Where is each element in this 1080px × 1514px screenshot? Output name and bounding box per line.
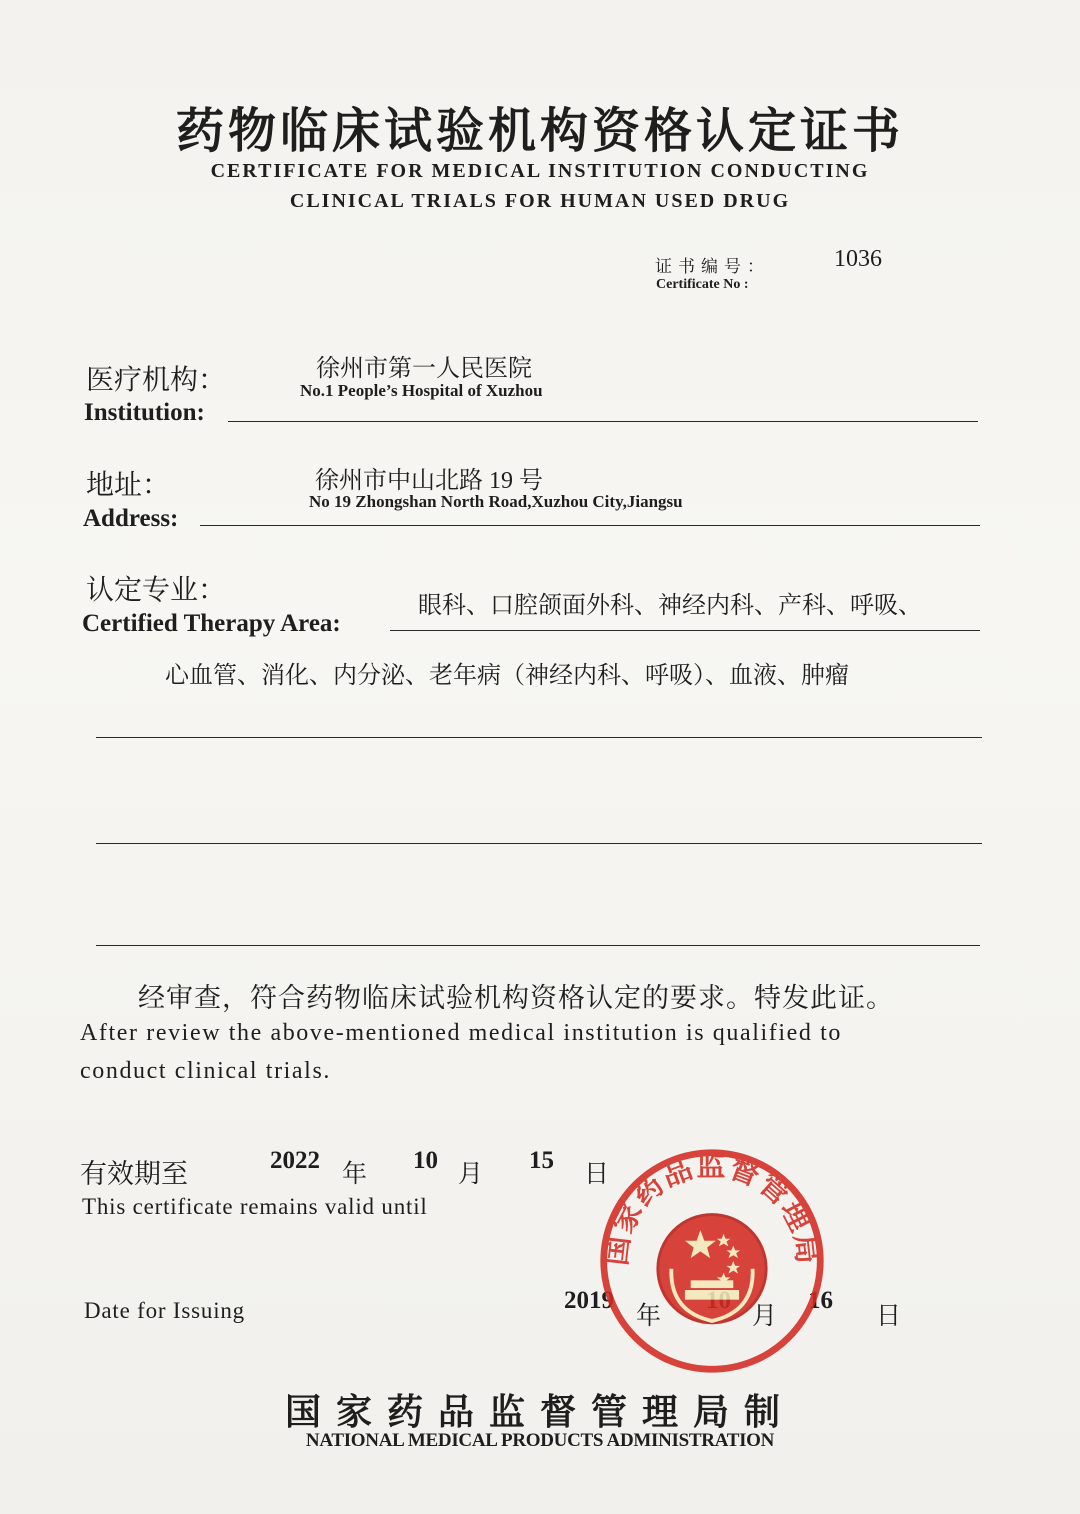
issue-year: 2019	[564, 1287, 614, 1314]
address-label-zh: 地址：	[86, 470, 171, 501]
valid-until-year: 2022	[270, 1147, 320, 1174]
therapy-label-zh: 认定专业：	[86, 575, 227, 606]
therapy-value-line1: 眼科、口腔颌面外科、神经内科、产科、呼吸、	[418, 593, 922, 619]
valid-until-month: 10	[413, 1147, 438, 1174]
review-statement-en-line1: After review the above-mentioned medical institution is qualified to	[80, 1020, 842, 1046]
issue-day: 16	[808, 1287, 833, 1314]
institution-label-zh: 医疗机构：	[86, 365, 227, 396]
valid-until-label-en: This certificate remains valid until	[82, 1194, 428, 1219]
therapy-underline-4	[96, 945, 980, 946]
valid-until-year-unit: 年	[342, 1161, 368, 1188]
address-label-en: Address:	[83, 505, 179, 532]
certificate-title-en-line1: CERTIFICATE FOR MEDICAL INSTITUTION CONDUCTING	[210, 160, 870, 182]
therapy-underline-2	[96, 737, 982, 738]
institution-value-zh: 徐州市第一人民医院	[316, 356, 532, 382]
therapy-label-en: Certified Therapy Area:	[82, 610, 341, 637]
institution-value-en: No.1 People’s Hospital of Xuzhou	[300, 381, 543, 400]
address-underline	[200, 525, 980, 526]
review-statement-en-line2: conduct clinical trials.	[80, 1058, 331, 1084]
institution-underline	[228, 421, 978, 422]
valid-until-day: 15	[529, 1147, 554, 1174]
review-statement-zh: 经审查，符合药物临床试验机构资格认定的要求。特发此证。	[138, 983, 894, 1013]
issue-month-unit: 月	[752, 1303, 778, 1330]
cert-no-label-zh: 证书编号：	[655, 257, 770, 276]
issue-date-label-en: Date for Issuing	[84, 1298, 245, 1323]
valid-until-month-unit: 月	[458, 1161, 484, 1188]
certificate-title-en-line2: CLINICAL TRIALS FOR HUMAN USED DRUG	[289, 190, 791, 212]
cert-no-label-en: Certificate No :	[656, 277, 749, 292]
valid-until-label-zh: 有效期至	[80, 1159, 188, 1189]
national-emblem-icon	[658, 1215, 766, 1323]
issuer-name-zh: 国家药品监督管理局制	[284, 1392, 795, 1432]
address-value-zh: 徐州市中山北路 19 号	[315, 468, 543, 494]
therapy-value-line2: 心血管、消化、内分泌、老年病（神经内科、呼吸）、血液、肿瘤	[165, 663, 849, 689]
issuer-name-en: NATIONAL MEDICAL PRODUCTS ADMINISTRATION	[305, 1430, 775, 1451]
therapy-underline-3	[96, 843, 982, 844]
valid-until-day-unit: 日	[584, 1161, 610, 1188]
institution-label-en: Institution:	[84, 399, 205, 426]
cert-no-value: 1036	[834, 246, 882, 272]
therapy-underline-1	[390, 630, 980, 631]
issue-day-unit: 日	[876, 1303, 902, 1330]
seal-text: 国家药品监督管理局	[598, 1148, 826, 1268]
address-value-en: No 19 Zhongshan North Road,Xuzhou City,Jiangsu	[309, 492, 683, 511]
certificate-title-zh: 药物临床试验机构资格认定证书	[175, 105, 904, 158]
official-seal	[596, 1145, 828, 1377]
issue-year-unit: 年	[636, 1303, 662, 1330]
